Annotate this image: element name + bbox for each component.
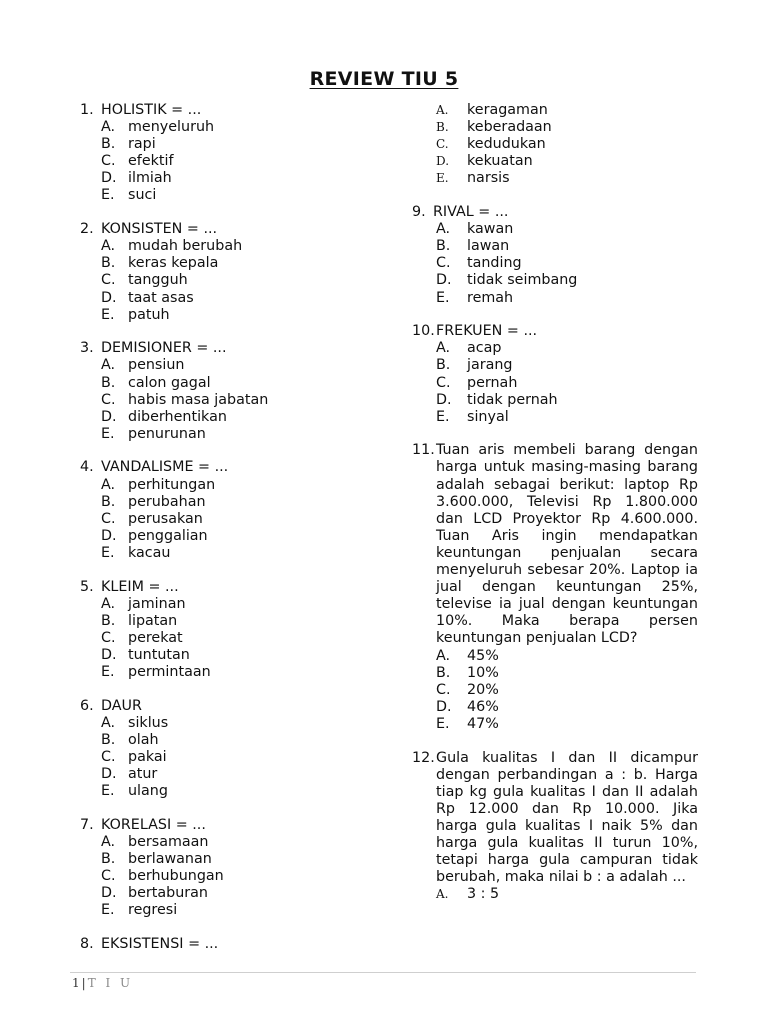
option-text: perhitungan	[128, 476, 216, 493]
option-text: 20%	[467, 681, 499, 698]
answer-option	[436, 153, 698, 170]
option-text: 3 : 5	[467, 886, 500, 903]
option-text: perubahan	[128, 493, 206, 510]
option-text: tuntutan	[128, 647, 190, 663]
option-letter: E.	[101, 306, 115, 323]
option-text: suci	[128, 187, 157, 204]
option-text: pakai	[128, 749, 167, 766]
option-text: pernah	[467, 374, 518, 391]
option-letter: E.	[101, 187, 115, 204]
option-letter: B.	[101, 612, 116, 629]
option-letter: A.	[436, 221, 451, 238]
question-number: 4.	[80, 459, 94, 476]
option-text: taat asas	[128, 289, 194, 306]
answer-option	[101, 136, 380, 153]
option-list	[436, 221, 698, 306]
answer-option	[101, 868, 380, 885]
question-number: 11.	[412, 442, 435, 459]
option-text: narsis	[467, 170, 510, 187]
question-number: 10.	[412, 323, 435, 340]
option-letter: B.	[101, 493, 116, 510]
answer-option	[101, 119, 380, 136]
answer-option	[101, 375, 380, 392]
option-letter: B.	[101, 255, 116, 272]
question-item	[80, 221, 380, 324]
option-list	[101, 357, 380, 442]
option-text: penggalian	[128, 527, 208, 544]
option-letter: C.	[101, 391, 116, 408]
option-list	[436, 886, 698, 903]
option-list	[101, 834, 380, 919]
question-text: DEMISIONER = ...	[101, 340, 227, 357]
answer-option	[436, 290, 698, 307]
option-letter: A.	[436, 887, 449, 902]
option-letter: E.	[101, 902, 115, 919]
question-header	[80, 579, 380, 596]
option-text: berhubungan	[128, 868, 224, 885]
option-letter: B.	[436, 357, 451, 374]
option-text: diberhentikan	[128, 408, 227, 425]
answer-option	[101, 357, 380, 374]
option-text: perusakan	[128, 510, 203, 527]
option-text: menyeluruh	[128, 119, 215, 136]
question-item	[412, 750, 698, 904]
question-text: HOLISTIK = ...	[101, 102, 202, 118]
answer-option	[101, 170, 380, 187]
question-number: 8.	[80, 936, 94, 953]
option-text: efektif	[128, 153, 174, 170]
answer-option	[101, 851, 380, 868]
question-text: EKSISTENSI = ...	[101, 936, 219, 953]
answer-option	[101, 255, 380, 272]
option-list	[436, 648, 698, 733]
footer-label: T I U	[87, 976, 134, 990]
option-letter: E.	[101, 783, 115, 800]
option-text: 10%	[467, 664, 499, 681]
answer-option	[436, 699, 698, 716]
question-item	[80, 936, 380, 953]
question-number: 2.	[80, 221, 94, 238]
question-header	[80, 221, 380, 238]
option-letter: D.	[101, 527, 117, 544]
question-text: VANDALISME = ...	[101, 459, 229, 476]
option-text: permintaan	[128, 664, 211, 681]
option-text: kedudukan	[467, 136, 546, 153]
option-letter: C.	[101, 510, 116, 527]
left-column	[80, 102, 380, 970]
question-item	[412, 323, 698, 426]
option-letter: B.	[436, 120, 449, 135]
answer-option	[436, 102, 698, 119]
answer-option	[101, 715, 380, 732]
question-text: KORELASI = ...	[101, 816, 206, 833]
answer-option	[101, 477, 380, 494]
option-letter: B.	[436, 664, 451, 681]
answer-option	[101, 238, 380, 255]
option-letter: A.	[101, 595, 116, 612]
option-letter: A.	[101, 834, 116, 851]
option-text: mudah berubah	[128, 238, 243, 255]
answer-option	[101, 902, 380, 919]
option-text: lipatan	[128, 612, 178, 629]
question-item	[80, 459, 380, 562]
answer-option	[436, 170, 698, 187]
question-header	[80, 340, 380, 357]
option-text: bersamaan	[128, 834, 209, 851]
option-letter: C.	[436, 255, 451, 272]
option-text: regresi	[128, 902, 178, 919]
option-letter: E.	[436, 408, 450, 425]
option-text: siklus	[128, 714, 169, 731]
question-item	[80, 698, 380, 801]
option-letter: D.	[436, 698, 452, 715]
option-letter: E.	[436, 289, 450, 306]
option-letter: A.	[436, 340, 451, 357]
option-text: kawan	[467, 221, 514, 238]
option-letter: E.	[436, 171, 449, 186]
option-letter: A.	[101, 357, 116, 374]
option-text: tanding	[467, 255, 522, 272]
answer-option	[101, 528, 380, 545]
option-letter: A.	[436, 647, 451, 664]
question-item	[412, 442, 698, 733]
option-letter: A.	[436, 103, 449, 117]
option-list	[101, 596, 380, 681]
answer-option	[436, 648, 698, 665]
answer-option	[101, 766, 380, 783]
option-text: ulang	[128, 783, 168, 800]
page-title: REVIEW TIU 5	[309, 68, 459, 90]
answer-option	[436, 238, 698, 255]
answer-option	[436, 272, 698, 289]
question-item	[80, 817, 380, 920]
answer-option	[101, 392, 380, 409]
option-text: keras kepala	[128, 255, 219, 272]
answer-option	[436, 716, 698, 733]
option-text: tidak pernah	[467, 391, 558, 408]
question-item	[412, 204, 698, 307]
option-text: perekat	[128, 629, 183, 646]
question-text: FREKUEN = ...	[436, 323, 538, 340]
option-letter: A.	[101, 476, 116, 493]
option-letter: C.	[101, 749, 116, 766]
answer-option	[101, 834, 380, 851]
option-letter: C.	[101, 629, 116, 646]
option-text: lawan	[467, 238, 510, 255]
answer-option	[101, 409, 380, 426]
option-letter: E.	[436, 715, 450, 732]
option-text: bertaburan	[128, 885, 208, 902]
option-letter: B.	[101, 731, 116, 748]
option-text: remah	[467, 289, 514, 306]
option-letter: D.	[101, 647, 117, 663]
option-letter: A.	[101, 119, 116, 136]
answer-option	[101, 307, 380, 324]
answer-option	[436, 340, 698, 357]
question-header	[412, 204, 698, 221]
question-number: 9.	[412, 204, 426, 221]
option-letter: D.	[101, 885, 117, 902]
option-text: rapi	[128, 136, 156, 153]
question-item	[80, 102, 380, 205]
option-letter: B.	[101, 851, 116, 868]
question-number: 3.	[80, 340, 94, 357]
question-text: KONSISTEN = ...	[101, 221, 218, 238]
question-header	[80, 817, 380, 834]
option-text: atur	[128, 766, 158, 783]
option-letter: A.	[101, 714, 116, 731]
option-letter: B.	[101, 136, 116, 153]
question-header	[80, 936, 380, 953]
option-letter: C.	[101, 868, 116, 885]
option-letter: C.	[101, 153, 116, 170]
option-letter: D.	[101, 408, 117, 425]
question-text: Tuan aris membeli barang dengan harga untuk masing-masing barang adalah sebagai berikut: laptop Rp 3.600.000, Televisi Rp 1.800.000 dan LCD Proyektor Rp 4.600.000. Tuan Aris ingin mendapatkan keuntungan penjualan secara menyeluruh sebesar 20%. Laptop ia jual dengan keuntungan 25%, televise ia jual dengan keuntungan 10%. Maka berapa persen keuntungan penjualan LCD?	[436, 442, 698, 647]
question-header	[80, 698, 380, 715]
answer-option	[101, 885, 380, 902]
option-letter: E.	[101, 544, 115, 561]
question-text: KLEIM = ...	[101, 578, 179, 595]
option-text: keragaman	[467, 102, 548, 118]
option-text: acap	[467, 340, 502, 357]
answer-option	[436, 665, 698, 682]
option-list	[436, 102, 698, 187]
option-letter: D.	[101, 170, 117, 187]
question-item	[80, 340, 380, 443]
option-letter: C.	[101, 272, 116, 289]
question-text: RIVAL = ...	[433, 204, 509, 221]
option-letter: B.	[436, 238, 451, 255]
option-text: kekuatan	[467, 153, 533, 170]
question-number: 6.	[80, 697, 94, 714]
answer-option	[101, 630, 380, 647]
answer-option	[436, 221, 698, 238]
option-text: keberadaan	[467, 119, 552, 136]
answer-option	[101, 647, 380, 664]
answer-option	[101, 290, 380, 307]
answer-option	[101, 494, 380, 511]
option-text: pensiun	[128, 357, 185, 374]
answer-option	[436, 409, 698, 426]
option-text: berlawanan	[128, 851, 212, 868]
option-text: jarang	[467, 357, 513, 374]
answer-option	[436, 136, 698, 153]
question-number: 1.	[80, 102, 94, 118]
question-text: Gula kualitas I dan II dicampur dengan perbandingan a : b. Harga tiap kg gula kualitas I dan II adalah Rp 12.000 dan Rp 10.000. Jika harga gula kualitas I naik 5% dan harga gula kualitas II turun 10%, tetapi harga gula campuran tidak berubah, maka nilai b : a adalah ...	[436, 749, 698, 886]
option-text: tangguh	[128, 272, 188, 289]
option-letter: C.	[436, 137, 449, 152]
answer-option	[101, 613, 380, 630]
page-footer	[72, 976, 133, 990]
option-text: 47%	[467, 715, 499, 732]
footer-divider	[70, 972, 696, 973]
answer-option	[101, 272, 380, 289]
option-list	[101, 715, 380, 800]
option-text: olah	[128, 731, 159, 748]
option-text: calon gagal	[128, 374, 211, 391]
option-text: patuh	[128, 306, 170, 323]
question-header	[80, 102, 380, 119]
option-letter: D.	[436, 391, 452, 408]
option-text: jaminan	[128, 595, 186, 612]
answer-option	[436, 392, 698, 409]
answer-option	[101, 749, 380, 766]
answer-option	[101, 153, 380, 170]
option-letter: B.	[101, 374, 116, 391]
page-number: 1	[72, 976, 80, 990]
option-list	[101, 238, 380, 323]
answer-option	[436, 375, 698, 392]
answer-option	[101, 545, 380, 562]
option-text: kacau	[128, 544, 171, 561]
right-column	[412, 102, 698, 920]
answer-option	[101, 511, 380, 528]
option-letter: C.	[436, 374, 451, 391]
option-text: sinyal	[467, 408, 509, 425]
question-text: DAUR	[101, 697, 142, 714]
option-text: 45%	[467, 647, 499, 664]
option-letter: D.	[436, 272, 452, 289]
option-letter: D.	[101, 766, 117, 783]
footer-separator: |	[81, 976, 86, 990]
question-number: 7.	[80, 816, 94, 833]
answer-option	[101, 664, 380, 681]
question-header	[412, 442, 698, 647]
question-header	[412, 323, 698, 340]
answer-option	[101, 783, 380, 800]
question-number: 5.	[80, 578, 94, 595]
option-letter: A.	[101, 238, 116, 255]
answer-option	[101, 732, 380, 749]
answer-option	[436, 119, 698, 136]
question-header	[80, 459, 380, 476]
question-number: 12.	[412, 749, 435, 766]
option-list	[101, 477, 380, 562]
option-letter: C.	[436, 681, 451, 698]
answer-option	[101, 596, 380, 613]
option-letter: D.	[101, 289, 117, 306]
answer-option	[101, 426, 380, 443]
answer-option	[436, 357, 698, 374]
question-item	[80, 579, 380, 682]
option-letter: D.	[436, 154, 450, 169]
option-list	[436, 340, 698, 425]
answer-option	[436, 886, 698, 903]
option-letter: E.	[101, 664, 115, 681]
option-letter: E.	[101, 425, 115, 442]
option-text: 46%	[467, 698, 499, 715]
option-list	[101, 119, 380, 204]
question-header	[412, 750, 698, 887]
question-continuation	[412, 102, 698, 187]
answer-option	[436, 682, 698, 699]
option-text: habis masa jabatan	[128, 391, 269, 408]
answer-option	[101, 187, 380, 204]
option-text: penurunan	[128, 425, 206, 442]
option-text: tidak seimbang	[467, 272, 578, 289]
answer-option	[436, 255, 698, 272]
option-text: ilmiah	[128, 170, 172, 187]
